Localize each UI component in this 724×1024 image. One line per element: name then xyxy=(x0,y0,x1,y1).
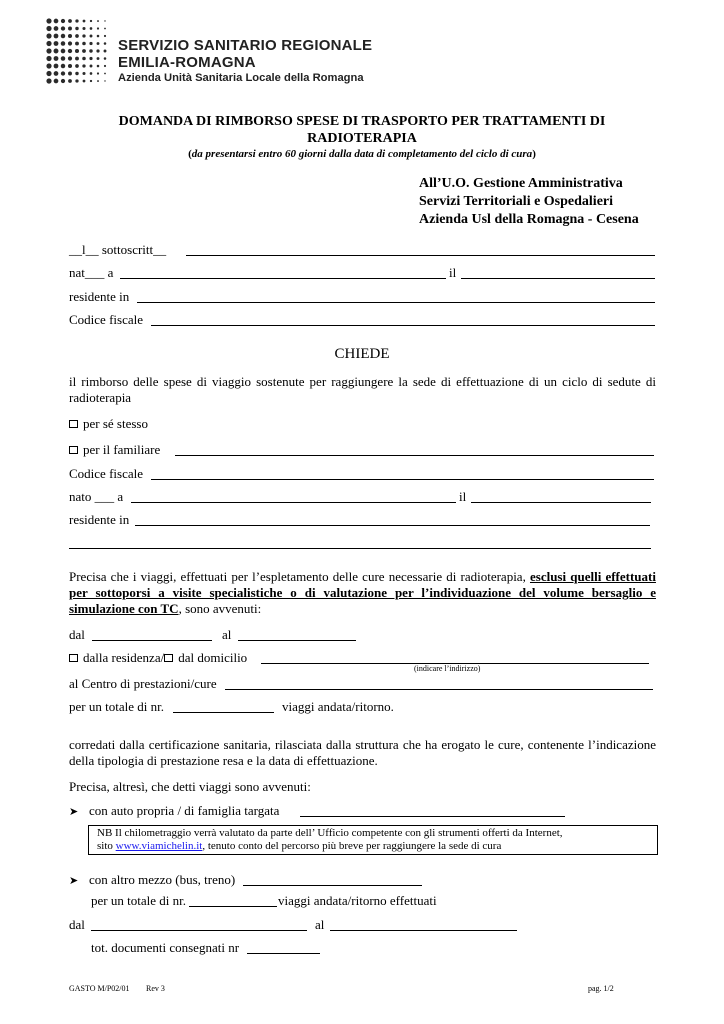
per-familiare-checkbox[interactable] xyxy=(69,446,78,454)
altro-totale-suffix: viaggi andata/ritorno effettuati xyxy=(278,893,437,908)
per-familiare-label: per il familiare xyxy=(83,442,161,457)
address-hint: (indicare l’indirizzo) xyxy=(414,664,481,673)
document-title-line-1: DOMANDA DI RIMBORSO SPESE DI TRASPORTO PER TRATTAMENTI DI xyxy=(118,114,606,129)
residence-field[interactable] xyxy=(137,302,655,303)
nb-line-1: NB Il chilometraggio verrà valutato da parte dell’ Ufficio competente con gli strumenti offerti da Internet, xyxy=(97,827,563,839)
documenti-field[interactable] xyxy=(247,953,320,954)
chiede-heading: CHIEDE xyxy=(334,346,390,362)
birthdate-field[interactable] xyxy=(461,278,655,279)
footer-code: GASTO M/P02/01 xyxy=(69,984,130,993)
residente-label: residente in xyxy=(69,289,130,304)
altro-label: con altro mezzo (bus, treno) xyxy=(89,872,236,887)
logo-line-1: SERVIZIO SANITARIO REGIONALE xyxy=(118,37,373,54)
residenza-label: dalla residenza/ xyxy=(83,650,165,665)
altro-option xyxy=(69,872,235,888)
period-al-field[interactable] xyxy=(238,640,356,641)
corredati-paragraph: corredati dalla certificazione sanitaria, rilasciata dalla struttura che ha erogato le cure, contenente l’indicazione della tipologia di prestazione resa e la data di effettuazione. xyxy=(69,737,656,768)
family-codice-fiscale-field[interactable] xyxy=(151,479,654,480)
addressee-line-1: All’U.O. Gestione Amministrativa xyxy=(419,176,623,191)
per-se-checkbox[interactable] xyxy=(69,420,78,428)
familiare-name-field[interactable] xyxy=(175,455,654,456)
logo-text xyxy=(118,38,372,84)
birthdate-label: il xyxy=(449,265,457,280)
period-al-label: al xyxy=(222,627,232,642)
family-residence-field-2[interactable] xyxy=(69,548,651,549)
family-birthdate-field[interactable] xyxy=(471,502,651,503)
altro-totale-label: per un totale di nr. xyxy=(91,893,186,908)
totale-field[interactable] xyxy=(173,712,274,713)
auto-label: con auto propria / di famiglia targata xyxy=(89,803,280,818)
addressee-line-3: Azienda Usl della Romagna - Cesena xyxy=(419,212,639,227)
altro-dal-label: dal xyxy=(69,917,85,932)
per-se-label: per sé stesso xyxy=(83,416,148,431)
residenza-checkbox[interactable] xyxy=(69,654,78,662)
family-residence-field[interactable] xyxy=(135,525,650,526)
document-subtitle: (da presentarsi entro 60 giorni dalla data di completamento del ciclo di cura) xyxy=(188,148,536,160)
targa-field[interactable] xyxy=(300,816,565,817)
altro-al-field[interactable] xyxy=(330,930,517,931)
altro-totale-field[interactable] xyxy=(189,906,277,907)
logo-line-2: EMILIA-ROMAGNA xyxy=(118,54,256,71)
addressee-block xyxy=(419,175,639,229)
totale-suffix: viaggi andata/ritorno. xyxy=(282,699,394,714)
nato-label: nat___ a xyxy=(69,265,114,280)
domicilio-checkbox[interactable] xyxy=(164,654,173,662)
family-residente-label: residente in xyxy=(69,512,130,527)
addressee-line-2: Servizi Territoriali e Ospedalieri xyxy=(419,194,614,209)
family-nato-label: nato ___ a xyxy=(69,489,124,504)
arrow-bullet-icon: ➤ xyxy=(69,805,79,818)
footer-rev: Rev 3 xyxy=(146,984,165,993)
nb-notice-box xyxy=(88,825,658,855)
totale-label: per un totale di nr. xyxy=(69,699,164,714)
altro-dal-field[interactable] xyxy=(91,930,307,931)
centro-field[interactable] xyxy=(225,689,653,690)
birthplace-field[interactable] xyxy=(120,278,446,279)
sottoscritto-label: __l__ sottoscritt__ xyxy=(69,242,167,257)
codice-fiscale-label: Codice fiscale xyxy=(69,312,143,327)
origin-row xyxy=(69,650,247,666)
family-birthplace-field[interactable] xyxy=(131,502,456,503)
domicilio-label: dal domicilio xyxy=(178,650,248,665)
period-dal-field[interactable] xyxy=(92,640,212,641)
regional-logo-icon xyxy=(46,18,108,84)
altro-mezzo-field[interactable] xyxy=(243,885,422,886)
option-per-familiare[interactable] xyxy=(69,442,160,458)
logo-line-3: Azienda Unità Sanitaria Locale della Romagna xyxy=(118,72,364,84)
viamichelin-link[interactable]: www.viamichelin.it xyxy=(115,840,203,852)
period-dal-label: dal xyxy=(69,627,85,642)
centro-label: al Centro di prestazioni/cure xyxy=(69,676,217,691)
arrow-bullet-icon: ➤ xyxy=(69,874,79,887)
documenti-label: tot. documenti consegnati nr xyxy=(91,940,240,955)
footer-page: pag. 1/2 xyxy=(588,984,614,993)
auto-option xyxy=(69,803,279,819)
option-per-se[interactable] xyxy=(69,416,148,432)
altro-al-label: al xyxy=(315,917,325,932)
codice-fiscale-field[interactable] xyxy=(151,325,655,326)
document-title-line-2: RADIOTERAPIA xyxy=(307,131,417,146)
sottoscritto-field[interactable] xyxy=(186,255,655,256)
precisa-altresi: Precisa, altresì, che detti viaggi sono avvenuti: xyxy=(69,779,311,794)
nb-line-2: sito www.viamichelin.it, tenuto conto del percorso più breve per raggiungere la sede di cura xyxy=(97,840,502,852)
family-birthdate-label: il xyxy=(459,489,467,504)
precisa-paragraph: Precisa che i viaggi, effettuati per l’espletamento delle cure necessarie di radioterapia, esclusi quelli effettuati per sottoporsi a visite specialistiche o di valutazione per l’individuazione del volume bersaglio e simulazione con TC, sono avvenuti: xyxy=(69,569,656,616)
request-text: il rimborso delle spese di viaggio sostenute per raggiungere la sede di effettuazione di un ciclo di sedute di radioterapia xyxy=(69,374,656,405)
family-codice-fiscale-label: Codice fiscale xyxy=(69,466,143,481)
